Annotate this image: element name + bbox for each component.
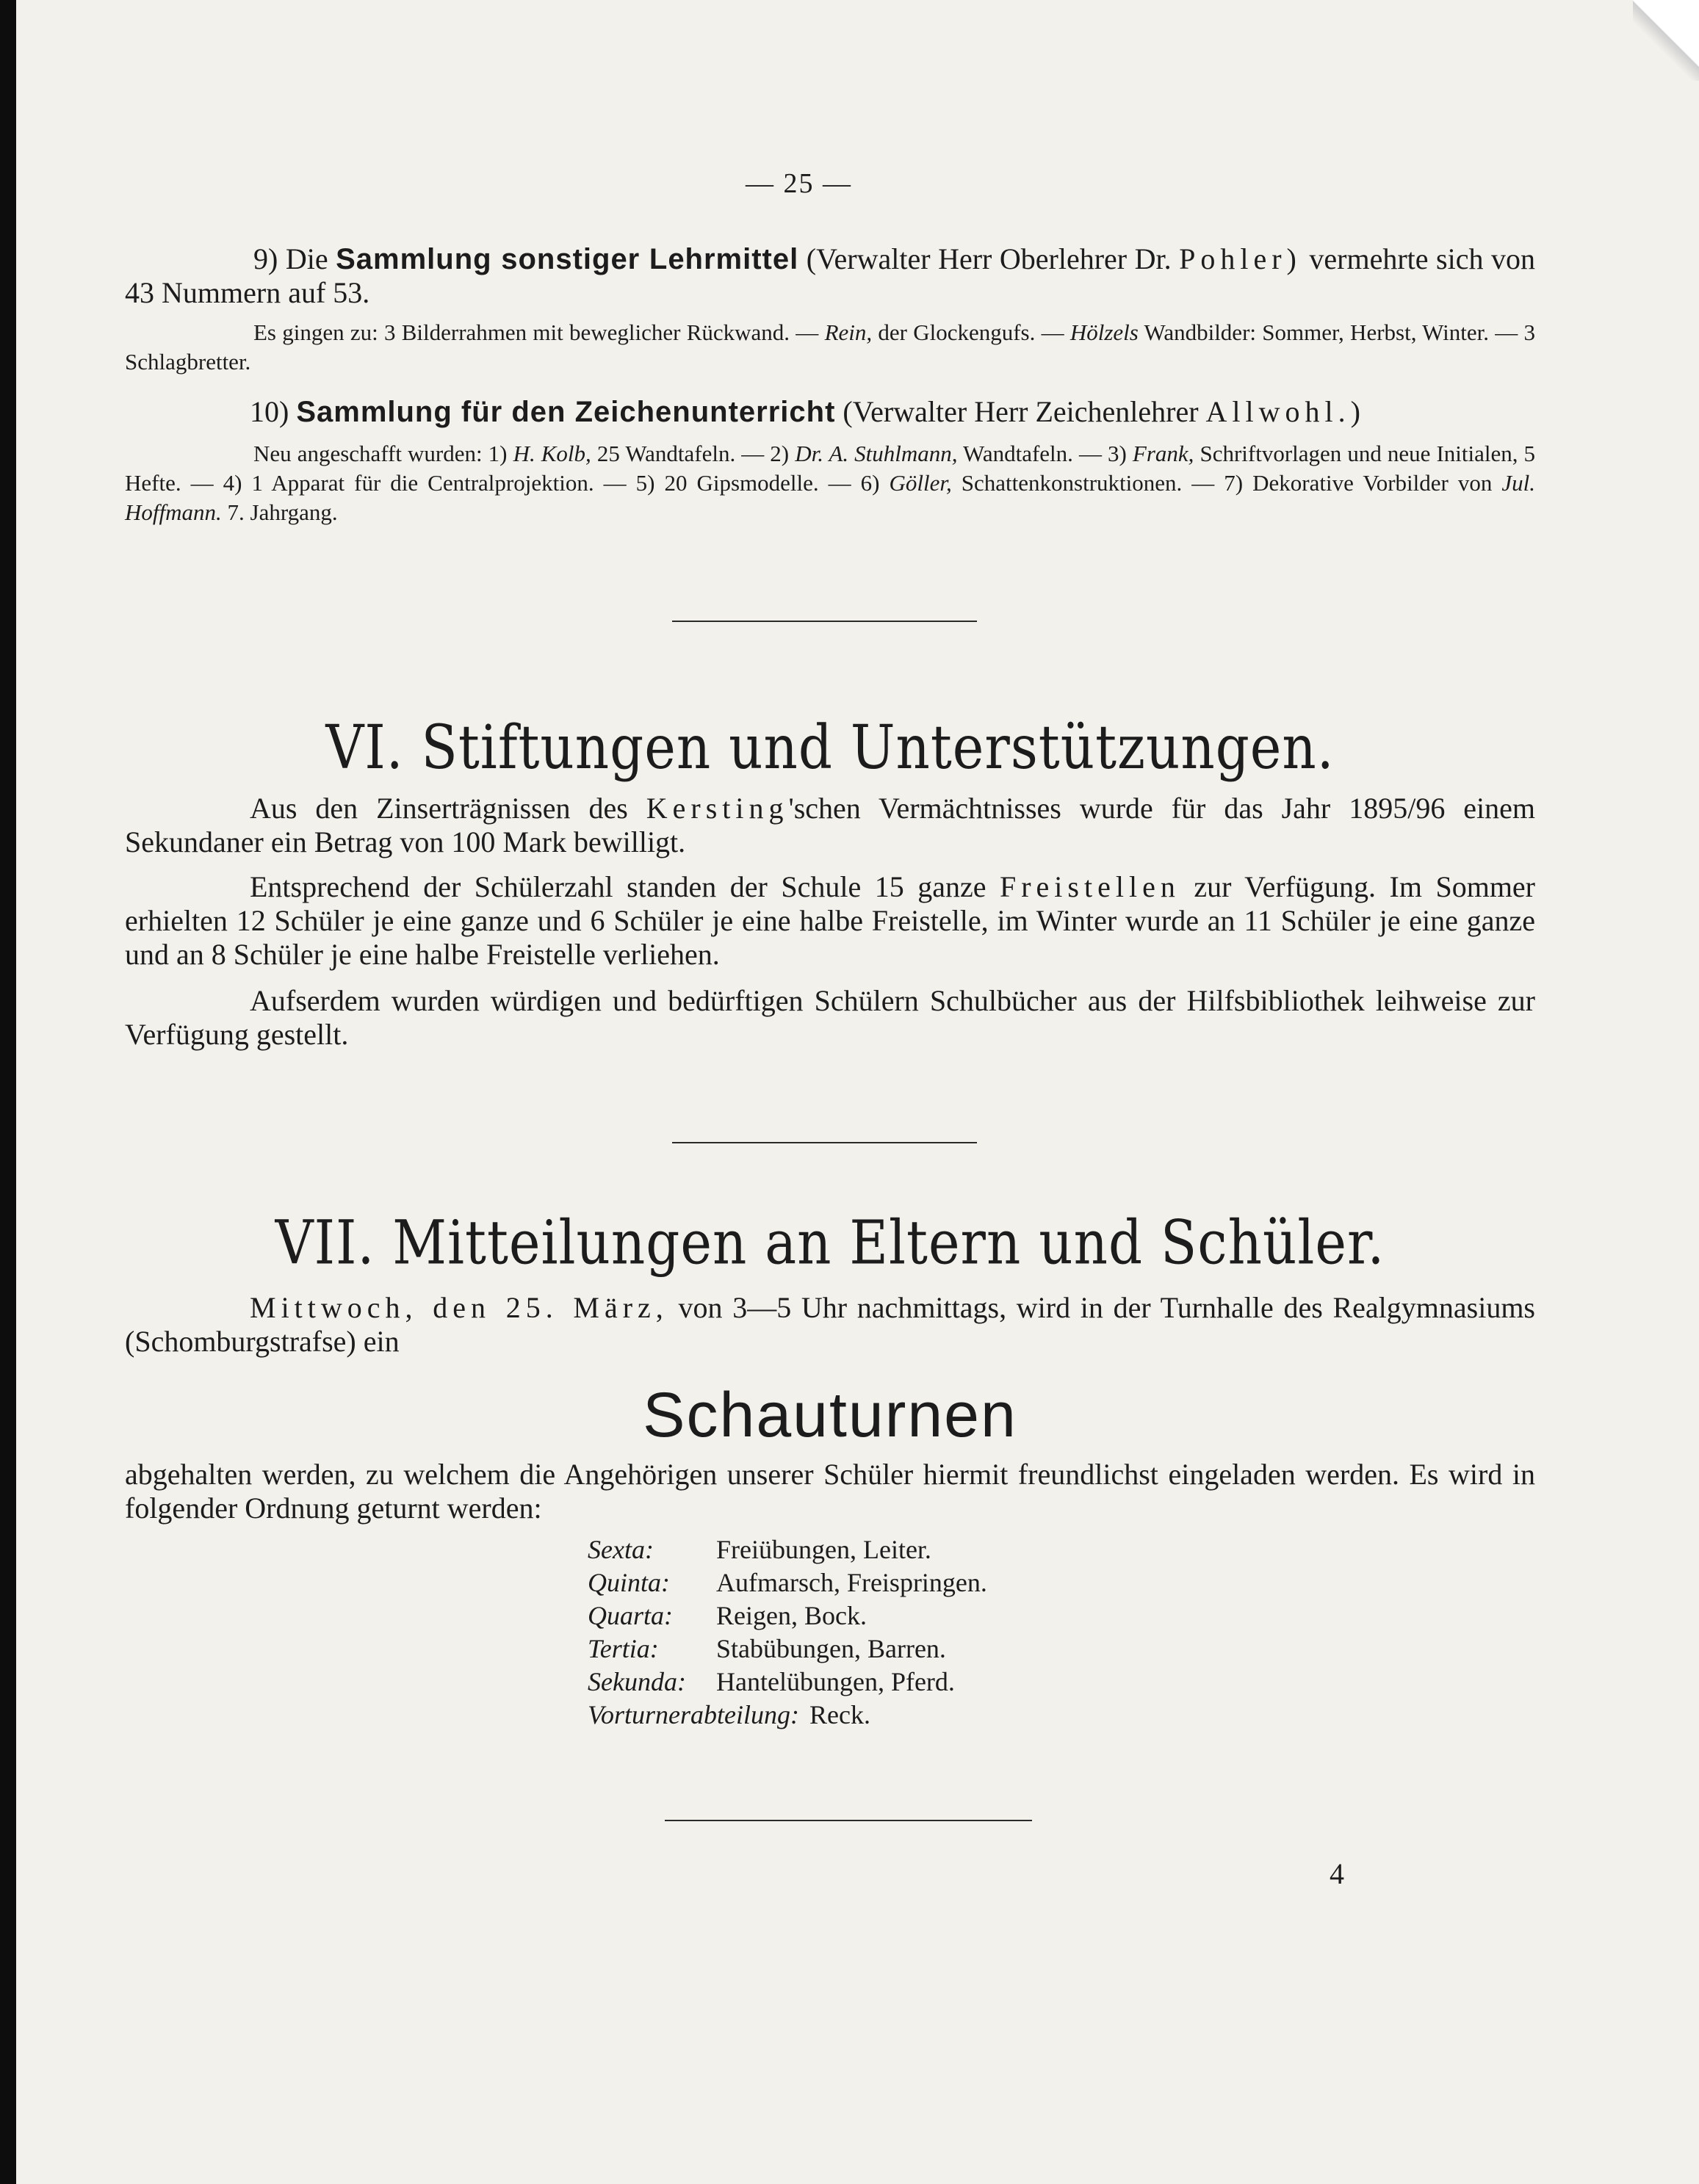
event-title: Schauturnen (643, 1380, 1017, 1450)
schedule-class: Quarta: (588, 1601, 673, 1630)
schedule-row (588, 1599, 1249, 1632)
author-stuhlmann: Dr. A. Stuhlmann, (795, 441, 958, 466)
section-6-text: zur Verfügung. Im Sommer erhielten 12 Schüler je eine ganze und 6 Schüler je eine halbe Freistelle, im Winter wurde an 11 Schüler je eine ganze und an 8 Schüler je eine halbe Freistelle verliehen. (125, 870, 1536, 971)
schedule-row (588, 1566, 1249, 1599)
name-kersting: Kersting (646, 792, 789, 825)
author-hoffmann: Jul. Hoffmann. (125, 470, 1535, 525)
schedule-row (588, 1666, 1249, 1699)
collection-10-details (125, 439, 1535, 527)
schedule-activity: Hantelübungen, Pferd. (716, 1667, 955, 1696)
collection-9-paragraph (125, 242, 1535, 310)
section-6-text: Aus den Zinserträgnissen des (250, 792, 628, 825)
section-divider (672, 1142, 977, 1143)
schedule-class: Tertia: (588, 1634, 659, 1663)
section-6-paragraph-3: Aufserdem wurden würdigen und bedürftigen Schülern Schulbücher aus der Hilfsbibliothek leihweise zur Verfügung gestellt. (125, 984, 1535, 1051)
schedule-class: Vorturnerabteilung: (588, 1700, 799, 1729)
schedule-list (588, 1533, 1249, 1732)
collection-9-continuation: vermehrte sich von 43 Nummern auf 53. (125, 242, 1535, 309)
schedule-class: Quinta: (588, 1568, 670, 1597)
section-6-text: 'schen Vermächtnisses wurde für das Jahr 1895/96 einem Sekundaner ein Betrag von 100 Mark bewilligt. (125, 792, 1536, 858)
collection-9-detail-text: Wandbilder: Sommer, Herbst, Winter. — 3 Schlagbretter. (125, 319, 1535, 375)
section-7-heading: VII. Mitteilungen an Eltern und Schüler. (275, 1207, 1385, 1279)
schedule-activity: Stabübungen, Barren. (716, 1634, 946, 1663)
event-date: Mittwoch, den 25. März, (250, 1291, 668, 1324)
author-goeller: Göller, (889, 470, 952, 496)
collection-10-admin: (Verwalter Herr Zeichenlehrer (843, 395, 1199, 428)
schedule-class: Sekunda: (588, 1667, 686, 1696)
collection-10-title: Sammlung für den Zeichenunterricht (296, 396, 836, 428)
collection-9-detail-text: Es gingen zu: 3 Bilderrahmen mit beweglicher Rückwand. — (253, 319, 819, 345)
schedule-class: Sexta: (588, 1535, 654, 1564)
schedule-activity: Aufmarsch, Freispringen. (716, 1568, 987, 1597)
collection-10-admin-name: Allwohl.) (1205, 395, 1366, 428)
term-freistellen: Freistellen (999, 870, 1180, 903)
collection-9-detail-text: der Glockengufs. — (878, 319, 1064, 345)
collection-10-detail-text: Schattenkonstruktionen. — 7) Dekorative Vorbilder von (961, 470, 1493, 496)
section-6-paragraph-1 (125, 792, 1535, 859)
section-7-paragraph-2: abgehalten werden, zu welchem die Angehörigen unserer Schüler hiermit freundlichst eingeladen werden. Es wird in folgender Ordnung geturnt werden: (125, 1458, 1535, 1525)
section-6-text: Entsprechend der Schülerzahl standen der Schule 15 ganze (250, 870, 986, 903)
collection-9-author-hoelzel: Hölzels (1069, 319, 1139, 345)
collection-9-title: Sammlung sonstiger Lehrmittel (336, 243, 799, 275)
schedule-row (588, 1699, 1249, 1732)
scan-left-edge (0, 0, 16, 2184)
schedule-activity: Reck. (809, 1700, 870, 1729)
page-corner-fold (1633, 0, 1699, 81)
collection-10-detail-text: Neu angeschafft wurden: 1) (253, 441, 508, 466)
schedule-row (588, 1632, 1249, 1666)
collection-9-author-rein: Rein, (824, 319, 873, 345)
closing-rule (665, 1820, 1032, 1821)
collection-9-details (125, 318, 1535, 377)
collection-10-detail-text: 25 Wandtafeln. — 2) (596, 441, 790, 466)
schedule-activity: Freiübungen, Leiter. (716, 1535, 931, 1564)
collection-10-detail-text: Wandtafeln. — 3) (963, 441, 1127, 466)
section-7-text: von 3—5 Uhr nachmittags, wird in der Turnhalle des Realgymnasiums (Schomburgstrafse) ein (125, 1291, 1535, 1358)
author-frank: Frank, (1132, 441, 1194, 466)
section-7-paragraph-1 (125, 1291, 1535, 1359)
collection-10-heading (125, 395, 1535, 429)
collection-9-admin: (Verwalter Herr Oberlehrer Dr. (806, 242, 1172, 275)
author-kolb: H. Kolb, (513, 441, 591, 466)
schedule-activity: Reigen, Bock. (716, 1601, 867, 1630)
section-6-heading: VI. Stiftungen und Unterstützungen. (325, 711, 1335, 783)
section-divider (672, 621, 977, 622)
section-6-paragraph-2 (125, 870, 1535, 972)
collection-9-number: 9) Die (253, 242, 328, 275)
collection-10-number: 10) (250, 395, 289, 428)
page-number: — 25 — (746, 168, 852, 199)
collection-9-admin-name: Pohler) (1179, 242, 1302, 275)
collection-10-detail-text: 7. Jahrgang. (227, 499, 338, 525)
signature-mark: 4 (1330, 1857, 1344, 1890)
collection-10-detail-text: Schriftvorlagen und neue Initialen, 5 Hefte. — 4) 1 Apparat für die Centralprojektion. — 5) 20 Gipsmodelle. — 6) (125, 441, 1536, 496)
schedule-row (588, 1533, 1249, 1566)
